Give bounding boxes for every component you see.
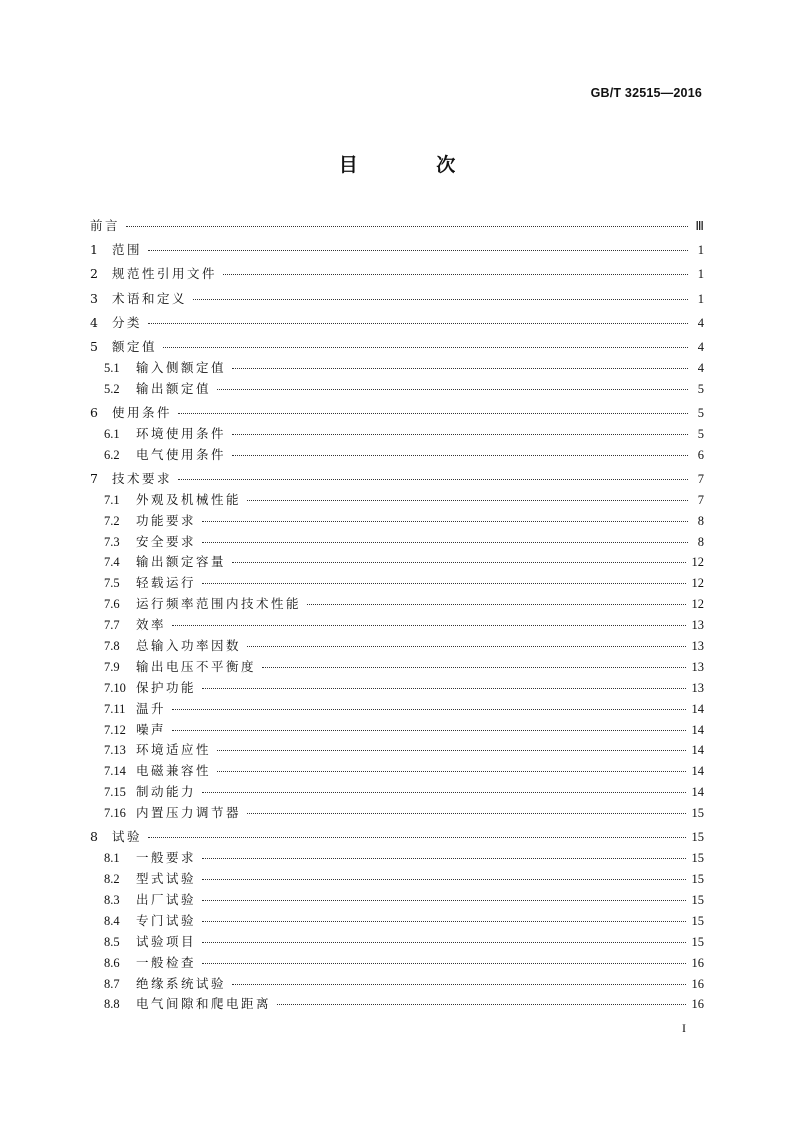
- toc-entry[interactable]: [90, 511, 704, 532]
- toc-entry-number: 7.8: [104, 639, 120, 653]
- toc-entry-label: 型式试验: [136, 871, 197, 887]
- toc-entry-page: 13: [691, 618, 704, 633]
- toc-entry-number: 7.7: [104, 618, 120, 633]
- dot-leader: [202, 858, 685, 859]
- toc-entry-page: 5: [697, 426, 704, 441]
- toc-entry[interactable]: [90, 761, 704, 782]
- toc-entry-label: 总输入功率因数: [136, 638, 242, 653]
- page-title: 目 次: [338, 154, 492, 176]
- toc-entry-label: 功能要求: [136, 512, 197, 528]
- toc-entry-page: 14: [691, 722, 704, 737]
- toc-entry-page: 14: [691, 785, 704, 800]
- dot-leader: [247, 646, 685, 647]
- dot-leader: [202, 583, 685, 584]
- toc-entry-label: 噪声: [136, 721, 167, 737]
- dot-leader: [217, 389, 688, 390]
- toc-entry[interactable]: [90, 469, 704, 490]
- page-folio: I: [682, 1021, 686, 1035]
- toc-entry-label: 输出额定值: [136, 380, 212, 396]
- toc-entry[interactable]: [90, 953, 704, 974]
- toc-entry-page: 14: [691, 701, 704, 716]
- dot-leader: [163, 347, 688, 348]
- toc-entry[interactable]: [90, 869, 704, 890]
- toc-entry-number: 7.12: [104, 722, 126, 737]
- toc-entry-label: 技术要求: [112, 470, 173, 486]
- toc-entry-page: 6: [697, 447, 704, 462]
- toc-entry-label: 电磁兼容性: [136, 763, 212, 779]
- toc-entry[interactable]: [90, 678, 704, 699]
- toc-entry[interactable]: [90, 289, 704, 310]
- toc-entry-number: 7.6: [104, 597, 120, 612]
- toc-entry-page: 4: [697, 360, 704, 375]
- toc-entry-number: 8.4: [104, 913, 120, 928]
- toc-entry-label: 使用条件: [112, 404, 173, 420]
- dot-leader: [247, 500, 688, 501]
- toc-entry-number: 8.6: [104, 955, 120, 970]
- toc-entry[interactable]: [90, 552, 704, 573]
- toc-entry-number: 8.1: [104, 851, 120, 866]
- toc-entry[interactable]: [90, 848, 704, 869]
- toc-entry-number: 7.9: [104, 659, 120, 674]
- toc-entry[interactable]: [90, 424, 704, 445]
- toc-entry-page: 13: [691, 639, 704, 653]
- toc-entry-number: 8.2: [104, 872, 120, 887]
- toc-entry-page: Ⅲ: [695, 219, 704, 233]
- toc-entry-page: 16: [691, 955, 704, 970]
- toc-entry-page: 5: [697, 405, 704, 420]
- toc-entry[interactable]: [90, 573, 704, 594]
- toc-entry-label: 前言: [90, 218, 121, 233]
- toc-entry-label: 专门试验: [136, 912, 197, 928]
- toc-entry[interactable]: [90, 594, 704, 615]
- toc-entry-number: 7.1: [104, 492, 120, 507]
- dot-leader: [148, 323, 688, 324]
- toc-entry-label: 规范性引用文件: [112, 266, 218, 282]
- toc-entry-page: 8: [697, 513, 704, 528]
- dot-leader: [193, 299, 688, 300]
- toc-entry-label: 电气间隙和爬电距离: [136, 996, 272, 1012]
- toc-entry[interactable]: [90, 827, 704, 848]
- toc-entry-page: 4: [697, 315, 704, 330]
- toc-entry[interactable]: [90, 445, 704, 466]
- toc-entry-label: 轻载运行: [136, 575, 197, 591]
- dot-leader: [202, 963, 685, 964]
- toc-entry-number: 8: [90, 829, 98, 845]
- dot-leader: [202, 688, 685, 689]
- toc-entry-number: 4: [90, 314, 98, 330]
- toc-entry-page: 14: [691, 764, 704, 779]
- toc-entry[interactable]: [90, 740, 704, 761]
- dot-leader: [232, 562, 685, 563]
- toc-entry-label: 运行频率范围内技术性能: [136, 596, 302, 612]
- toc-entry-label: 输出额定容量: [136, 554, 227, 570]
- toc-entry-number: 7.3: [104, 534, 120, 549]
- toc-entry-label: 绝缘系统试验: [136, 975, 227, 991]
- toc-entry-page: 7: [697, 471, 704, 486]
- dot-leader: [202, 792, 685, 793]
- toc-entry-page: 8: [697, 534, 704, 549]
- toc-entry-label: 制动能力: [136, 784, 197, 800]
- dot-leader: [247, 813, 685, 814]
- dot-leader: [202, 942, 685, 943]
- toc-entry-label: 外观及机械性能: [136, 491, 242, 507]
- toc-entry-page: 4: [697, 339, 704, 354]
- toc-entry-page: 13: [691, 659, 704, 674]
- toc-entry-page: 15: [691, 872, 704, 887]
- toc-entry-label: 效率: [136, 617, 167, 633]
- toc-entry-page: 15: [691, 851, 704, 866]
- dot-leader: [172, 709, 685, 710]
- dot-leader: [178, 479, 688, 480]
- toc-entry-label: 试验: [112, 829, 143, 845]
- toc-entry[interactable]: [90, 615, 704, 636]
- toc-entry-page: 1: [697, 291, 704, 306]
- toc-entry-label: 额定值: [112, 338, 158, 354]
- toc-entry-number: 7.13: [104, 743, 126, 758]
- toc-entry[interactable]: [90, 803, 704, 824]
- toc-entry[interactable]: [90, 636, 704, 657]
- toc-entry-number: 5: [90, 338, 98, 354]
- toc-entry-page: 12: [691, 576, 704, 591]
- toc-entry-number: 6: [90, 404, 98, 420]
- toc-entry-label: 环境使用条件: [136, 425, 227, 441]
- toc-entry-number: 7.10: [104, 680, 126, 695]
- toc-entry[interactable]: [90, 782, 704, 803]
- toc-entry-number: 5.2: [104, 381, 120, 396]
- toc-entry-number: 7.5: [104, 576, 120, 591]
- dot-leader: [202, 542, 688, 543]
- toc-entry-page: 7: [697, 492, 704, 507]
- toc-entry-number: 8.8: [104, 997, 120, 1012]
- toc-entry[interactable]: [90, 358, 704, 379]
- toc-entry-page: 12: [691, 555, 704, 570]
- toc-entry[interactable]: [90, 890, 704, 911]
- toc-entry-label: 一般要求: [136, 850, 197, 866]
- toc-entry[interactable]: [90, 932, 704, 953]
- dot-leader: [202, 521, 688, 522]
- toc-entry[interactable]: [90, 216, 704, 237]
- toc-entry-page: 12: [691, 597, 704, 612]
- toc-entry[interactable]: [90, 313, 704, 334]
- toc-entry[interactable]: [90, 699, 704, 720]
- toc-entry-number: 2: [90, 266, 98, 282]
- dot-leader: [126, 226, 688, 227]
- toc-entry-label: 输出电压不平衡度: [136, 658, 257, 674]
- toc-entry-label: 范围: [112, 242, 143, 258]
- toc-entry-page: 14: [691, 743, 704, 758]
- toc-entry-label: 安全要求: [136, 533, 197, 549]
- toc-entry-page: 15: [691, 806, 704, 821]
- dot-leader: [223, 274, 688, 275]
- toc-entry[interactable]: [90, 490, 704, 511]
- toc-entry-page: 1: [697, 243, 704, 258]
- toc-entry-page: 1: [697, 267, 704, 282]
- dot-leader: [232, 455, 688, 456]
- toc-entry-page: 5: [697, 381, 704, 396]
- toc-entry-page: 15: [691, 934, 704, 949]
- toc-entry[interactable]: [90, 240, 704, 261]
- dot-leader: [148, 250, 688, 251]
- toc-entry-number: 1: [90, 242, 98, 258]
- toc-entry[interactable]: [90, 974, 704, 995]
- toc-entry-label: 输入侧额定值: [136, 359, 227, 375]
- toc-entry-number: 7.15: [104, 785, 126, 800]
- toc-entry-number: 6.1: [104, 426, 120, 441]
- toc-entry-number: 3: [90, 290, 98, 306]
- dot-leader: [262, 667, 685, 668]
- toc-entry-page: 16: [691, 997, 704, 1012]
- toc-entry-label: 温升: [136, 700, 167, 716]
- dot-leader: [178, 413, 688, 414]
- dot-leader: [307, 604, 685, 605]
- toc-entry-label: 术语和定义: [112, 290, 188, 306]
- toc-entry-label: 试验项目: [136, 933, 197, 949]
- toc-entry-page: 15: [691, 913, 704, 928]
- toc-entry-number: 8.7: [104, 976, 120, 991]
- toc-entry-number: 5.1: [104, 360, 120, 375]
- toc-entry-label: 环境适应性: [136, 742, 212, 758]
- toc-entry-number: 6.2: [104, 447, 120, 462]
- standard-code: GB/T 32515—2016: [590, 86, 702, 100]
- toc-entry-number: 7.2: [104, 513, 120, 528]
- toc-entry-number: 7.14: [104, 764, 126, 779]
- toc-entry[interactable]: [90, 911, 704, 932]
- toc-entry-page: 15: [691, 830, 704, 845]
- toc-entry-page: 16: [691, 976, 704, 991]
- dot-leader: [232, 434, 688, 435]
- dot-leader: [148, 837, 685, 838]
- toc-entry-number: 7.11: [104, 701, 126, 716]
- toc-entry[interactable]: [90, 403, 704, 424]
- toc-entry-label: 保护功能: [136, 679, 197, 695]
- toc-entry[interactable]: [90, 532, 704, 553]
- table-of-contents: [90, 216, 704, 1015]
- toc-entry-label: 电气使用条件: [136, 446, 227, 462]
- toc-entry-number: 7: [90, 470, 98, 486]
- toc-entry-label: 内置压力调节器: [136, 805, 242, 821]
- dot-leader: [217, 771, 685, 772]
- toc-entry[interactable]: [90, 379, 704, 400]
- toc-entry[interactable]: [90, 337, 704, 358]
- dot-leader: [172, 625, 685, 626]
- toc-entry-label: 出厂试验: [136, 891, 197, 907]
- toc-entry-number: 7.4: [104, 555, 120, 570]
- toc-entry-number: 8.3: [104, 892, 120, 907]
- toc-entry-number: 8.5: [104, 934, 120, 949]
- dot-leader: [202, 921, 685, 922]
- dot-leader: [217, 750, 685, 751]
- toc-entry-number: 7.16: [104, 806, 126, 821]
- toc-entry[interactable]: [90, 657, 704, 678]
- dot-leader: [232, 984, 685, 985]
- toc-entry-label: 一般检查: [136, 954, 197, 970]
- dot-leader: [172, 730, 685, 731]
- dot-leader: [277, 1004, 685, 1005]
- dot-leader: [232, 368, 688, 369]
- toc-entry-page: 13: [691, 680, 704, 695]
- toc-entry-page: 15: [691, 892, 704, 907]
- toc-entry[interactable]: [90, 264, 704, 285]
- toc-entry[interactable]: [90, 720, 704, 741]
- toc-entry[interactable]: [90, 994, 704, 1015]
- dot-leader: [202, 900, 685, 901]
- dot-leader: [202, 879, 685, 880]
- toc-entry-label: 分类: [112, 314, 143, 330]
